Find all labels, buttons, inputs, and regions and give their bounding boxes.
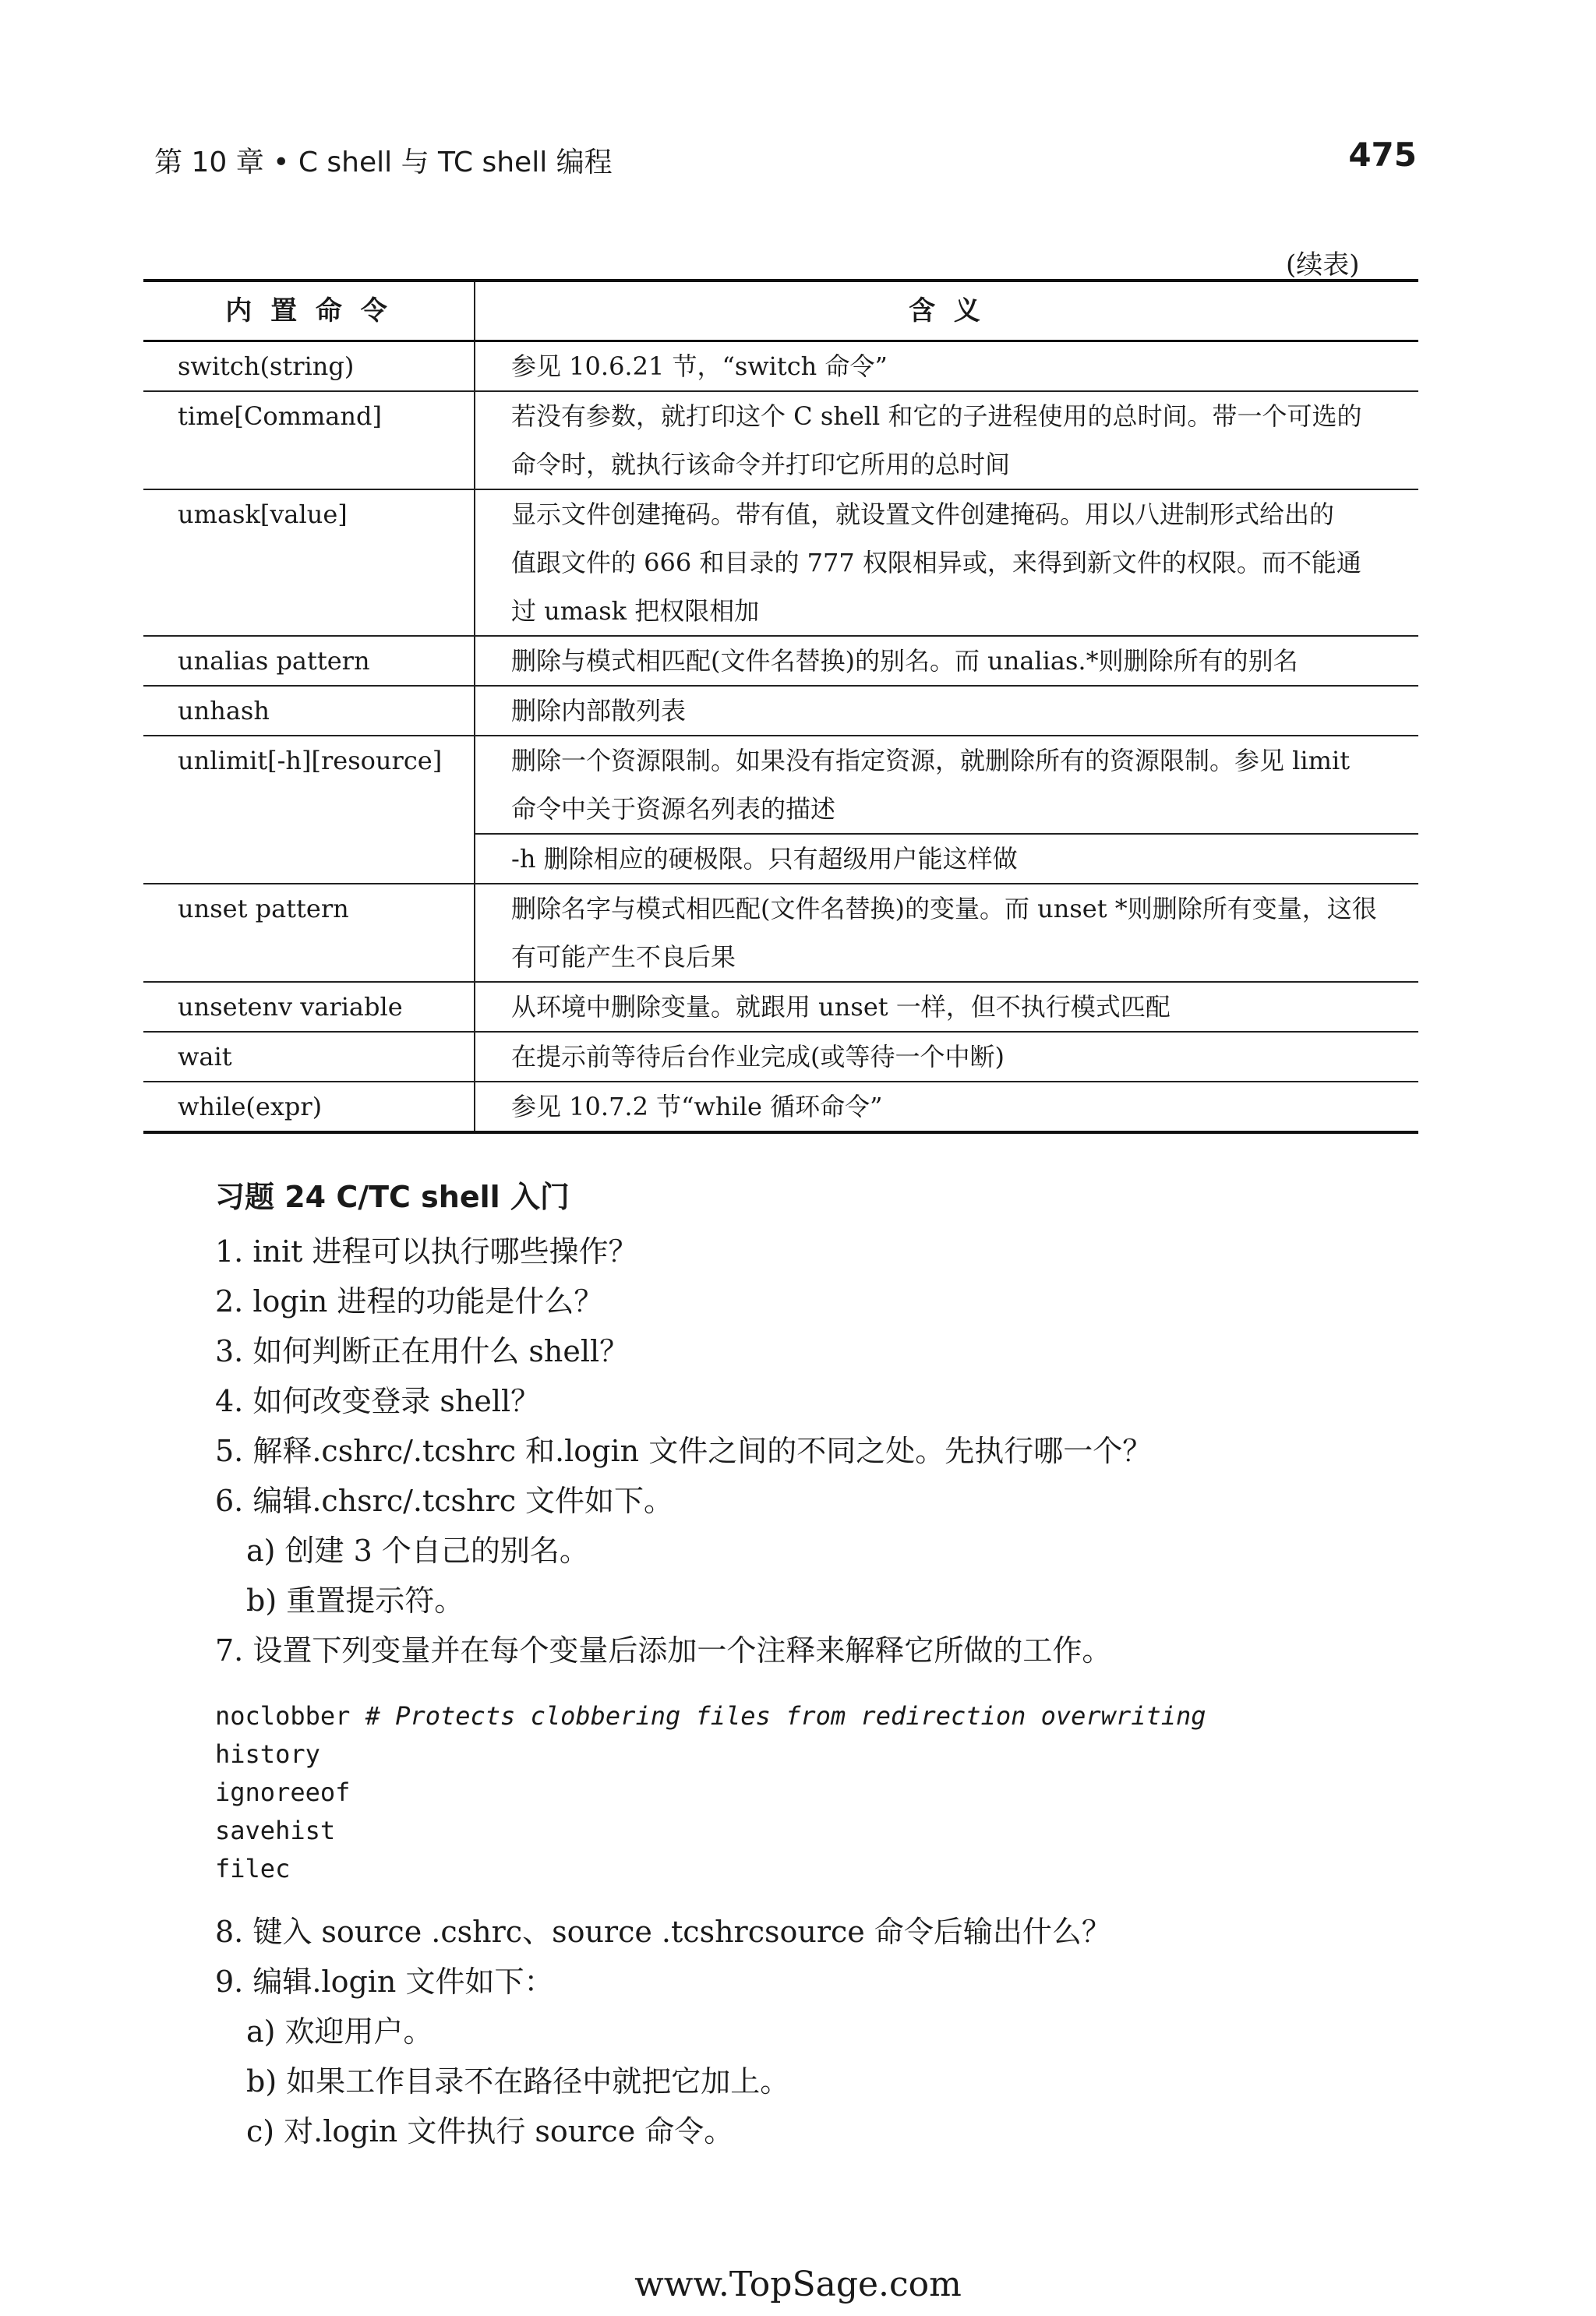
exercise-title: 习题 24 C/TC shell 入门 bbox=[215, 1180, 570, 1214]
exercise-section bbox=[215, 1173, 1431, 2156]
sub-item: b) 重置提示符。 bbox=[246, 1583, 464, 1618]
table-row bbox=[143, 982, 1418, 1032]
table-header-row bbox=[143, 281, 1418, 341]
meaning-cell bbox=[475, 341, 1418, 392]
command-cell: switch(string) bbox=[143, 341, 475, 392]
code-line: ignoreeof bbox=[215, 1778, 351, 1807]
sub-item: a) 欢迎用户。 bbox=[246, 2014, 433, 2049]
table-row bbox=[143, 341, 1418, 392]
question-item: 1. init 进程可以执行哪些操作？ bbox=[215, 1234, 638, 1269]
q9-subitems bbox=[215, 2007, 1431, 2156]
command-cell: time[Command] bbox=[143, 391, 475, 489]
meaning-line: 过 umask 把权限相加 bbox=[511, 596, 760, 626]
question-item: 3. 如何判断正在用什么 shell？ bbox=[215, 1334, 630, 1368]
command-cell: unlimit[-h][resource] bbox=[143, 736, 475, 884]
question-item: 5. 解释.cshrc/.tcshrc 和.login 文件之间的不同之处。先执行哪一个？ bbox=[215, 1434, 1153, 1468]
table-row bbox=[143, 686, 1418, 736]
meaning-cell bbox=[475, 736, 1418, 834]
builtin-commands-table bbox=[143, 279, 1418, 1134]
command-cell: wait bbox=[143, 1032, 475, 1082]
table-row bbox=[143, 884, 1418, 982]
meaning-line: 删除一个资源限制。如果没有指定资源，就删除所有的资源限制。参见 limit bbox=[511, 746, 1351, 775]
command-cell: while(expr) bbox=[143, 1082, 475, 1132]
code-line: noclobber bbox=[215, 1701, 351, 1731]
sub-item: c) 对.login 文件执行 source 命令。 bbox=[246, 2114, 734, 2148]
table-row bbox=[143, 636, 1418, 686]
meaning-line: 参见 10.6.21 节，“switch 命令” bbox=[511, 351, 888, 381]
footer-url: www.TopSage.com bbox=[634, 2265, 962, 2304]
table-row bbox=[143, 1082, 1418, 1132]
page-header bbox=[154, 136, 1417, 187]
meaning-cell bbox=[475, 884, 1418, 982]
meaning-line: 删除内部散列表 bbox=[511, 696, 687, 726]
question-7: 7. 设置下列变量并在每个变量后添加一个注释来解释它所做的工作。 bbox=[215, 1633, 1112, 1668]
question-9: 9. 编辑.login 文件如下： bbox=[215, 1965, 554, 1999]
question-8: 8. 键入 source .cshrc、source .tcshrcsource 命令后输出什么？ bbox=[215, 1915, 1111, 1949]
chapter-title: 第 10 章 • C shell 与 TC shell 编程 bbox=[154, 147, 613, 178]
meaning-cell bbox=[475, 1082, 1418, 1132]
command-cell: unhash bbox=[143, 686, 475, 736]
question-list bbox=[215, 1227, 1431, 1526]
meaning-line: 删除与模式相匹配(文件名替换)的别名。而 unalias.*则删除所有的别名 bbox=[511, 646, 1298, 676]
table-row bbox=[143, 736, 1418, 834]
sub-item: b) 如果工作目录不在路径中就把它加上。 bbox=[246, 2064, 790, 2099]
table-row bbox=[143, 489, 1418, 636]
meaning-line: 值跟文件的 666 和目录的 777 权限相异或，来得到新文件的权限。而不能通 bbox=[511, 548, 1361, 577]
meaning-cell bbox=[475, 982, 1418, 1032]
code-line: savehist bbox=[215, 1816, 336, 1845]
table-row bbox=[143, 1032, 1418, 1082]
meaning-line: 删除名字与模式相匹配(文件名替换)的变量。而 unset *则删除所有变量，这很 bbox=[511, 894, 1377, 923]
q6-subitems bbox=[215, 1526, 1431, 1626]
sub-item: a) 创建 3 个自己的别名。 bbox=[246, 1534, 589, 1568]
code-line: filec bbox=[215, 1854, 291, 1884]
meaning-cell bbox=[475, 636, 1418, 686]
code-line: history bbox=[215, 1739, 320, 1769]
meaning-line: 参见 10.7.2 节“while 循环命令” bbox=[511, 1092, 883, 1121]
command-cell: umask[value] bbox=[143, 489, 475, 636]
meaning-line: 在提示前等待后台作业完成(或等待一个中断) bbox=[511, 1042, 1005, 1072]
continuation-label: (续表) bbox=[1286, 249, 1360, 281]
table-row bbox=[143, 391, 1418, 489]
code-block bbox=[215, 1697, 1431, 1888]
meaning-cell bbox=[475, 1032, 1418, 1082]
meaning-cell bbox=[475, 686, 1418, 736]
code-comment: # Protects clobbering files from redirection overwriting bbox=[365, 1701, 1206, 1731]
meaning-cell bbox=[475, 391, 1418, 489]
command-cell: unsetenv variable bbox=[143, 982, 475, 1032]
command-cell: unalias pattern bbox=[143, 636, 475, 686]
meaning-line: 有可能产生不良后果 bbox=[511, 942, 736, 972]
meaning-line: 命令中关于资源名列表的描述 bbox=[511, 794, 836, 824]
page-number: 475 bbox=[1348, 136, 1417, 174]
meaning-line: -h 删除相应的硬极限。只有超级用户能这样做 bbox=[511, 844, 1018, 874]
column-header-meaning: 含 义 bbox=[909, 295, 985, 327]
meaning-line: 若没有参数，就打印这个 C shell 和它的子进程使用的总时间。带一个可选的 bbox=[511, 401, 1362, 431]
question-item: 6. 编辑.chsrc/.tcshrc 文件如下。 bbox=[215, 1484, 674, 1518]
question-item: 4. 如何改变登录 shell？ bbox=[215, 1384, 541, 1418]
meaning-line: 从环境中删除变量。就跟用 unset 一样，但不执行模式匹配 bbox=[511, 992, 1171, 1022]
question-item: 2. login 进程的功能是什么？ bbox=[215, 1284, 604, 1319]
meaning-cell bbox=[475, 834, 1418, 884]
column-header-command: 内 置 命 令 bbox=[143, 281, 475, 341]
meaning-line: 命令时，就执行该命令并打印它所用的总时间 bbox=[511, 450, 1011, 479]
command-cell: unset pattern bbox=[143, 884, 475, 982]
meaning-line: 显示文件创建掩码。带有值，就设置文件创建掩码。用以八进制形式给出的 bbox=[511, 500, 1335, 529]
meaning-cell bbox=[475, 489, 1418, 636]
